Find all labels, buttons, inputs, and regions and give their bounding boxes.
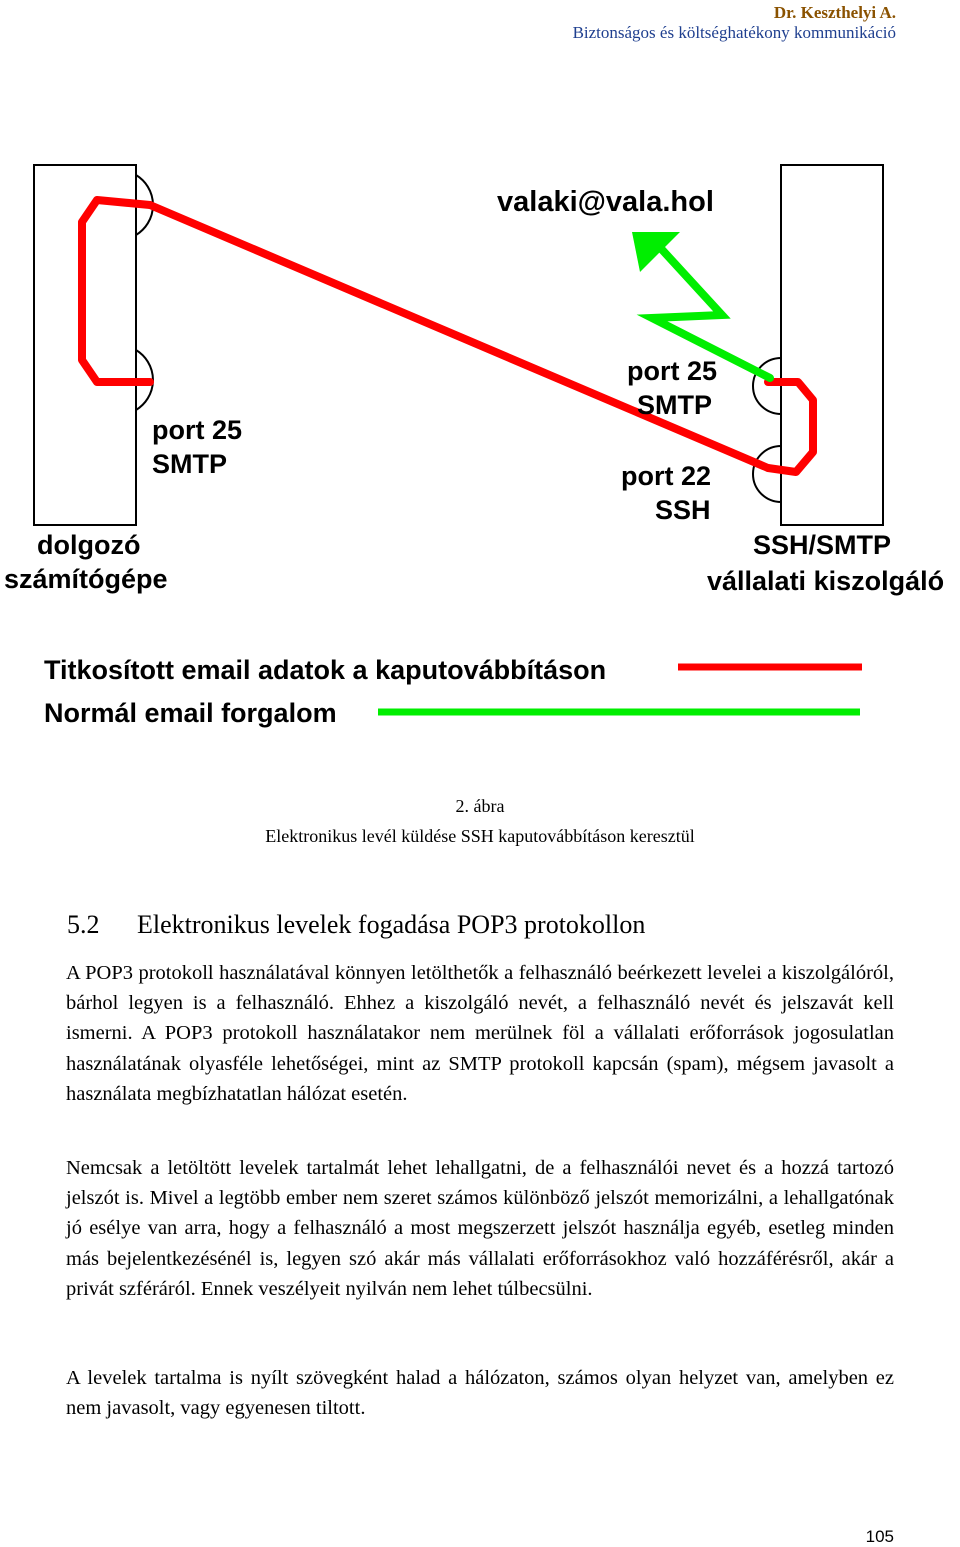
left-port-number: port 25 (152, 415, 243, 445)
right-ssh-port-number: port 22 (621, 461, 712, 491)
right-box-label-line2: vállalati kiszolgáló (707, 566, 945, 596)
ssh-forwarding-diagram (0, 150, 960, 730)
figure-caption: Elektronikus levél küldése SSH kaputovábbításon keresztül (265, 826, 695, 846)
legend-encrypted-label: Titkosított email adatok a kaputovábbításon (44, 655, 607, 685)
encrypted-server-loop (768, 382, 813, 472)
left-box-label-line2: számítógépe (4, 564, 168, 594)
running-header-author: Dr. Keszthelyi A. (773, 3, 896, 22)
running-header-title: Biztonságos és költséghatékony kommunikáció (572, 23, 896, 42)
left-box-label-line1: dolgozó (37, 530, 141, 560)
section-title: Elektronikus levelek fogadása POP3 protokollon (137, 910, 646, 939)
body-paragraph: A levelek tartalma is nyílt szövegként halad a hálózaton, számos olyan helyzet van, amelyben ez nem javasolt, vagy egyenesen tiltott. (66, 1367, 894, 1420)
right-port-22 (753, 446, 781, 502)
right-box-label-line1: SSH/SMTP (753, 530, 892, 560)
right-ssh-port-protocol: SSH (655, 495, 711, 525)
section-heading (67, 909, 645, 941)
figure-number: 2. ábra (455, 796, 505, 816)
body-paragraph: Nemcsak a letöltött levelek tartalmát lehet lehallgatni, de a felhasználói nevet és a hozzá tartozó jelszót is. Mivel a legtöbb ember nem szeret számos különböző jelszót memorizálni, a lehallgatónak jó esélye van arra, hogy a felhasználó a most megszerzett jelszót használja egyéb, esetleg minden más bejelentkezésénél is, legyen szó akár más vállalati erőforrásokhoz való hozzáférésről, akár a privát szféráról. Ennek veszélyeit nyilván nem lehet túlbecsülni. (66, 1157, 894, 1300)
page-number: 105 (865, 1527, 894, 1546)
encrypted-tunnel-diagonal (150, 205, 768, 468)
right-smtp-port-protocol: SMTP (637, 390, 713, 420)
left-port-protocol: SMTP (152, 449, 228, 479)
section-number: 5.2 (67, 910, 100, 939)
legend-normal-label: Normál email forgalom (44, 698, 337, 728)
encrypted-tunnel-line (82, 200, 150, 382)
right-smtp-port-number: port 25 (627, 356, 718, 386)
email-address-label: valaki@vala.hol (497, 186, 714, 218)
body-paragraph: A POP3 protokoll használatával könnyen letölthetők a felhasználó beérkezett levelei a kiszolgálóról, bárhol legyen is a felhasználó. Ehhez a kiszolgáló nevét, a felhasználó nevét és jelszavát kell ismerni. A POP3 protokoll használatakor nem merülnek föl a vállalati erőforrások jogosulatlan használatának olyasféle lehetőségei, mint az SMTP protokoll kapcsán (spam), mégsem javasolt a használata megbízhatatlan hálózat esetén. (66, 962, 894, 1105)
